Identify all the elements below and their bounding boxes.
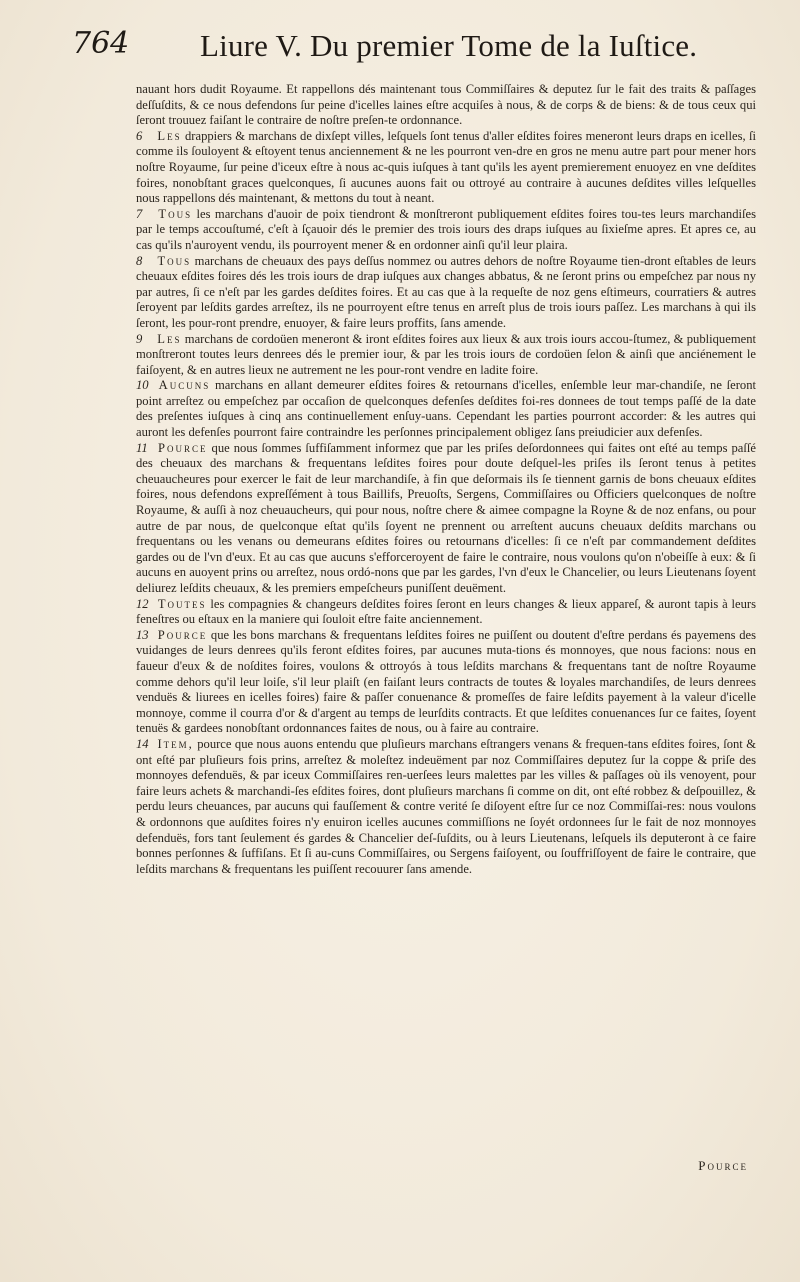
paragraph-number: 12 [136, 596, 149, 611]
paragraph-number: 7 [136, 206, 143, 221]
paragraph-text: marchans en allant demeurer eſdites foires & retournans d'icelles, enſemble leur mar-chandiſe, ne ſeront point arreſtez ou empeſchez par occaſion de quelconques defenſes deſdites foi-res donnees de tout temps paſſé de la date des preſentes iuſques à cinq ans continuellement enſuy-uans. Cependant les parties pourront accorder: & les autres qui auront les defenſes pourront faire contraindre les perſonnes principalement obligez ſans preiudicier aux defenſes. [136, 378, 756, 440]
paragraph-number: 13 [136, 627, 149, 642]
paragraph-text: que les bons marchans & frequentans leſdites foires ne puiſſent ou doutent d'eſtre perdans és payemens des vuidanges de leurs denrees qu'ils feront eſdites foires, par aucunes muta-tions és monnoyes, que nous facions: nous en faueur d'eux & de noſdites foires, voulons & ottroyós à tous leſdits marchans & frequentans tant de noſtre Royaume comme dehors qu'il leur loiſe, s'il leur plaiſt (en faiſant leurs contracts de toutes & loyales marchandiſes, de leurs denrees venduës & liurees en icelles foires) faire & paſſer conuenance & promeſſes de faire leſdits payement à la valeur d'icelle monnoye, comme il courra d'or & d'argent au temps de leurſdits contracts. Et que leſdites conuenances ſur ce faites, ſoyent tenuës & gardees nonobſtant ordonnances faites de nous, ou à faire au contraire. [136, 627, 756, 736]
paragraph-text: que nous ſommes ſuffiſamment informez que par les priſes deſordonnees qui faites ont eſté au temps paſſé des cheuaux des marchans & frequentans leſdites foires pour doute deſquel-les priſes ils ſeront tenus à petites cheuaucheures pour exercer le fait de leur marchandiſe, à fin que deſormais ils ſe tiennent garnis de bons cheuaux eſdites foires, nous defendons expreſſément à tous Baillifs, Preuoſts, Sergens, Commiſſaires ou Officiers quelconques de noſtre Royaume, & auſſi à noz cheuaucheurs, qui pour nous, noſtre chere & aimee compagne la Royne & de noz enfans, ou pour autre de par nous, de quelconque eſtat qu'ils ſoyent ne prennent ou arreſtent aucuns cheuaux deſdits marchans ou frequentans ou les venans ou demeurans eſdites foires ou retournans d'icelles: ſi ce n'eſt par commandement deſdites gardes ou de l'vn d'eux. Et au cas que aucuns s'efforceroyent de faire le contraire, nous voulons qu'on n'obeiſſe à eux: & ſi aucuns en auoyent prins ou arreſtez, nous ordó-nons que par les gardes, l'vn d'eux le Chancelier, ou leurs Lieutenans ſoyent deliurez leſdits cheuaux, & les premiers empeſcheurs puniſſent deuëment. [136, 440, 756, 595]
body-text [136, 82, 756, 877]
paragraph-text: marchans de cheuaux des pays deſſus nommez ou autres dehors de noſtre Royaume tien-dront eſtables de leurs cheuaux eſdites foires dés les trois iours de drap iuſques aux changes abbatus, & ne ſeront prins ou empeſchez par nous ny par autres, ſi ce n'eſt par les gardes deſdites foires. Et au cas que à la requeſte de noz gens eſtimeurs, courratiers & autres ſeroyent par leſdits gardes arreſtez, ils ne pourroyent eſtre tenus en arreſt plus de trois iours paſſez. Les marchans à qui ils ſeront, les pour-ront prendre, enuoyer, & faire leurs proffits, ſans amende. [136, 253, 756, 330]
page-header [72, 22, 752, 74]
paragraph [136, 82, 756, 129]
paragraph-number: 14 [136, 736, 149, 751]
paragraph-lead: Tous [158, 206, 193, 221]
paragraph-lead: Item, [157, 736, 194, 751]
paragraph-lead: Aucuns [158, 378, 211, 393]
paragraph-text: les marchans d'auoir de poix tiendront & monſtreront publiquement eſdites foires tou-tes leurs marchandiſes par le temps accouſtumé, c'eſt à ſçauoir dés le premier des trois iours des draps iuſques au ſixieſme apres. Et apres ce, au cas qu'ils n'auroyent vendu, ils pourroyent mener & en ordonner ainſi qu'il leur plaira. [136, 206, 757, 252]
paragraph-text: drappiers & marchans de dixſept villes, leſquels ſont tenus d'aller eſdites foires meneront leurs draps en icelles, ſi comme ils ſouloyent & eſtoyent tenus anciennement & ne les pourront ven-dre en gros ne menu autre part pour mener hors noſtre Royaume, ſur peine d'iceux eſtre à nous ac-quis iuſques à tant qu'ils les ayent premierement enuoyez en vne deſdites foires, nonobſtant graces quelconques, ſi aucunes auons fait ou ottroyé au contraire à aucunes deſdites villes leſquelles nous rappellons dés maintenant, & mettons du tout à neant. [136, 128, 757, 206]
paragraph-lead: Tous [157, 253, 192, 268]
paragraph [136, 737, 756, 877]
paragraph-text: marchans de cordoüen meneront & iront eſdites foires aux lieux & aux trois iours accou-ſtumez, & publiquement monſtreront toutes leurs denrees dés le premier iour, & par les trois iours de cordoüen ſelon & ainſi que anciénement le faiſoyent, & en autres lieux ne autrement ne les pour-ront vendre en ladite foire. [136, 331, 756, 377]
paragraph [136, 378, 756, 440]
paragraph-number: 11 [136, 440, 148, 455]
paragraph [136, 441, 756, 597]
paragraph-number: 9 [136, 331, 143, 346]
paragraph-text: les compagnies & changeurs deſdites foires ſeront en leurs changes & lieux appareſ, & auront tapis à leurs feneſtres ou eſtaux en la maniere qui ſouloit eſtre faite anciennement. [136, 596, 756, 627]
paragraph-lead: Les [157, 128, 182, 143]
paragraph-lead: Pource [157, 627, 208, 642]
paragraph [136, 628, 756, 737]
paragraph [136, 129, 756, 207]
paragraph-lead: Pource [158, 440, 208, 455]
paragraph-number: 8 [136, 253, 143, 268]
paragraph-lead: Les [157, 331, 182, 346]
running-title: Liure V. Du premier Tome de la Iuſtice. [200, 28, 698, 63]
paragraph-lead: Toutes [157, 596, 207, 611]
paragraph [136, 597, 756, 628]
catchword: Pource [698, 1158, 748, 1173]
paragraph-number: 6 [136, 128, 143, 143]
paragraph-number: 10 [136, 378, 149, 393]
page-number: 764 [72, 26, 130, 61]
paragraph [136, 254, 756, 332]
paragraph [136, 207, 756, 254]
paragraph [136, 332, 756, 379]
paragraph-text: nauant hors dudit Royaume. Et rappellons dés maintenant tous Commiſſaires & deputez ſur le fait des traits & paſſages deſſuſdits, & ce nous defendons ſur peine d'icelles laines eſtre acquiſes à nous, & de corps & de biens: & de tous ceux qui ſeront trouuez faiſant le contraire de noſtre preſen-te ordonnance. [136, 82, 756, 128]
paragraph-text: pource que nous auons entendu que pluſieurs marchans eſtrangers venans & frequen-tans eſdites foires, ſont & ont eſté par pluſieurs fois prins, arreſtez & moleſtez indeuëment par noz Commiſſaires deputez ſur la coppe & priſe des monnoyes defenduës, & par iceux Commiſſaires ren-uerſees leurs malettes par les villes & paſſages où ils venoyent, pour faire leurs achets & marchandi-ſes eſdites foires, dont pluſieurs marchans ſi comme on dit, ont eſté robbez & deſpouillez, & perdu leurs cheuances, par aucuns qui fauſſement & contre verité ſe diſoyent eſtre ſur ce noz Commiſſai-res: nous voulons & ordonnons que auſdites foires n'y enuiron icelles aucunes commiſſions ne ſoyét ordonnees ſur le fait de noz monnoyes defenduës, fors tant ſeulement és gardes & Chancelier deſ-ſuſdits, ou à leurs Lieutenans, leſquels ils deputeront à ce faire bonnes perſonnes & ſuffiſans. Et ſi au-cuns Commiſſaires, ou Sergens faiſoyent, ou ſouffriſſoyent de faire le contraire, que leſdits marchans & frequentans les puiſſent recouurer ſans amende. [136, 736, 757, 876]
